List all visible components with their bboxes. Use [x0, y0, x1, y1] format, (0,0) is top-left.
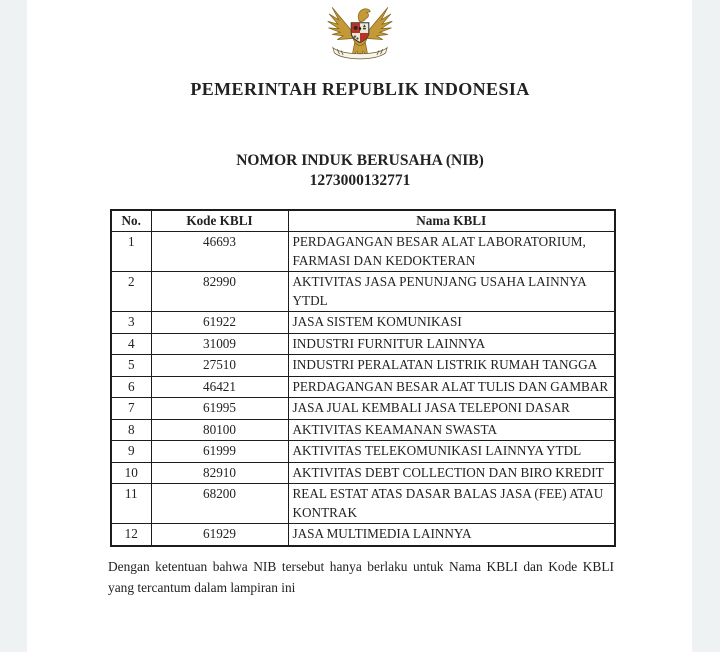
- kbli-table: [110, 209, 616, 547]
- cell-nama-kbli: AKTIVITAS JASA PENUNJANG USAHA LAINNYA YTDL: [288, 272, 615, 312]
- cell-no: 3: [111, 312, 151, 333]
- table-row: [111, 232, 615, 272]
- cell-kode-kbli: 46421: [151, 376, 288, 397]
- table-row: [111, 398, 615, 419]
- cell-nama-kbli: PERDAGANGAN BESAR ALAT TULIS DAN GAMBAR: [288, 376, 615, 397]
- cell-kode-kbli: 82990: [151, 272, 288, 312]
- cell-nama-kbli: INDUSTRI PERALATAN LISTRIK RUMAH TANGGA: [288, 355, 615, 376]
- cell-no: 11: [111, 484, 151, 524]
- cell-nama-kbli: AKTIVITAS TELEKOMUNIKASI LAINNYA YTDL: [288, 441, 615, 462]
- cell-nama-kbli: REAL ESTAT ATAS DASAR BALAS JASA (FEE) ATAU KONTRAK: [288, 484, 615, 524]
- cell-no: 1: [111, 232, 151, 272]
- table-row: [111, 355, 615, 376]
- cell-kode-kbli: 80100: [151, 419, 288, 440]
- footer-note: Dengan ketentuan bahwa NIB tersebut hanya berlaku untuk Nama KBLI dan Kode KBLI yang tercantum dalam lampiran ini: [108, 559, 614, 596]
- table-row: [111, 462, 615, 483]
- table-row: [111, 524, 615, 546]
- cell-kode-kbli: 61922: [151, 312, 288, 333]
- garuda-pancasila-emblem-icon: [327, 2, 393, 64]
- cell-no: 8: [111, 419, 151, 440]
- cell-kode-kbli: 31009: [151, 333, 288, 354]
- cell-no: 2: [111, 272, 151, 312]
- cell-kode-kbli: 27510: [151, 355, 288, 376]
- cell-kode-kbli: 82910: [151, 462, 288, 483]
- table-row: [111, 376, 615, 397]
- cell-nama-kbli: AKTIVITAS DEBT COLLECTION DAN BIRO KREDIT: [288, 462, 615, 483]
- table-row: [111, 484, 615, 524]
- cell-no: 9: [111, 441, 151, 462]
- cell-kode-kbli: 68200: [151, 484, 288, 524]
- cell-no: 6: [111, 376, 151, 397]
- column-header-nama-kbli: Nama KBLI: [288, 210, 615, 232]
- cell-no: 10: [111, 462, 151, 483]
- cell-nama-kbli: JASA MULTIMEDIA LAINNYA: [288, 524, 615, 546]
- cell-nama-kbli: PERDAGANGAN BESAR ALAT LABORATORIUM, FARMASI DAN KEDOKTERAN: [288, 232, 615, 272]
- cell-no: 7: [111, 398, 151, 419]
- column-header-no: No.: [111, 210, 151, 232]
- cell-no: 4: [111, 333, 151, 354]
- cell-kode-kbli: 61999: [151, 441, 288, 462]
- cell-nama-kbli: JASA JUAL KEMBALI JASA TELEPONI DASAR: [288, 398, 615, 419]
- cell-nama-kbli: AKTIVITAS KEAMANAN SWASTA: [288, 419, 615, 440]
- table-row: [111, 419, 615, 440]
- nib-number: 1273000132771: [309, 172, 411, 189]
- table-row: [111, 333, 615, 354]
- table-row: [111, 272, 615, 312]
- cell-no: 12: [111, 524, 151, 546]
- table-row: [111, 312, 615, 333]
- cell-kode-kbli: 46693: [151, 232, 288, 272]
- table-header-row: [111, 210, 615, 232]
- cell-kode-kbli: 61995: [151, 398, 288, 419]
- table-row: [111, 441, 615, 462]
- cell-no: 5: [111, 355, 151, 376]
- document-title: NOMOR INDUK BERUSAHA (NIB): [236, 152, 484, 169]
- cell-nama-kbli: JASA SISTEM KOMUNIKASI: [288, 312, 615, 333]
- government-title: PEMERINTAH REPUBLIK INDONESIA: [190, 79, 530, 99]
- column-header-kode-kbli: Kode KBLI: [151, 210, 288, 232]
- cell-kode-kbli: 61929: [151, 524, 288, 546]
- cell-nama-kbli: INDUSTRI FURNITUR LAINNYA: [288, 333, 615, 354]
